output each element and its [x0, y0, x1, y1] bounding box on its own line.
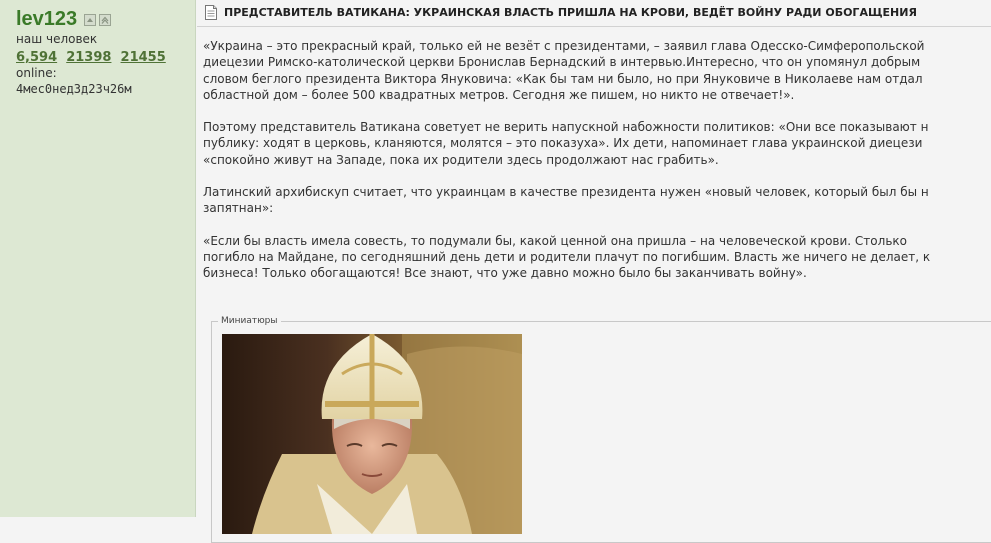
user-stats: [16, 48, 195, 66]
document-icon: [204, 5, 218, 24]
paragraph-1: [203, 38, 991, 103]
text-line: Латинский архибискуп считает, что украинцам в качестве президента нужен «новый человек, который был бы н: [203, 185, 929, 200]
text-line: Поэтому представитель Ватикана советует не верить напускной набожности политиков: «Они все показывают н: [203, 120, 929, 135]
text-line: бизнеса! Только обогащаются! Все знают, что уже давно можно было бы заканчивать войну».: [203, 266, 807, 281]
text-line: словом беглого президента Виктора Януковича: «Как бы там ни было, но при Януковиче в Николаеве нам отдал: [203, 71, 923, 86]
thumbnail-image[interactable]: [222, 334, 522, 534]
paragraph-3: [203, 184, 991, 217]
online-duration: 4мес0нед3д23ч26м: [16, 82, 132, 96]
post-body: [203, 38, 991, 298]
paragraph-4: [203, 233, 991, 282]
scroll-top-icon[interactable]: [99, 14, 111, 26]
username-link[interactable]: lev123: [16, 8, 78, 30]
text-line: погибло на Майдане, по сегодняшний день дети и родители плачут по погибшим. Власть же ничего не делает, к: [203, 249, 931, 264]
text-line: диецезии Римско-католической церкви Бронислав Бернадский в интервью.Интересно, что он упомянул добрым: [203, 55, 921, 70]
thumbnails-fieldset: [211, 316, 991, 543]
user-sidebar: [0, 0, 196, 517]
post-area: [197, 0, 991, 517]
text-line: областной дом – более 500 квадратных метров. Сегодня же пишем, но никто не отвечает!».: [203, 87, 795, 102]
user-rank: наш человек: [16, 32, 98, 46]
paragraph-2: [203, 119, 991, 168]
post-title-bar: [197, 0, 991, 27]
text-line: запятнан»:: [203, 201, 274, 216]
stat-posts-link[interactable]: 21398: [66, 50, 112, 65]
stat-topics-link[interactable]: 21455: [120, 50, 166, 65]
username-row: [16, 8, 195, 30]
text-line: «Украина – это прекрасный край, только ей не везёт с президентами, – заявил глава Одесско-Симферопольской: [203, 39, 925, 53]
text-line: «Если бы власть имела совесть, то подумали бы, какой ценной она пришла – на человеческой крови. Столько: [203, 233, 907, 248]
collapse-up-icon[interactable]: [84, 14, 96, 26]
text-line: «спокойно живут на Западе, пока их родители здесь продолжают нас грабить».: [203, 152, 719, 167]
text-line: публику: ходят в церковь, кланяются, молятся – это показуха». Их дети, напоминает глава украинской диецези: [203, 136, 923, 151]
online-label: online:: [16, 66, 57, 80]
stat-rating-link[interactable]: 6,594: [16, 50, 58, 65]
post-title: ПРЕДСТАВИТЕЛЬ ВАТИКАНА: УКРАИНСКАЯ ВЛАСТЬ ПРИШЛА НА КРОВИ, ВЕДЁТ ВОЙНУ РАДИ ОБОГАЩЕНИЯ: [224, 6, 917, 19]
thumbnails-legend: Миниатюры: [218, 316, 281, 326]
